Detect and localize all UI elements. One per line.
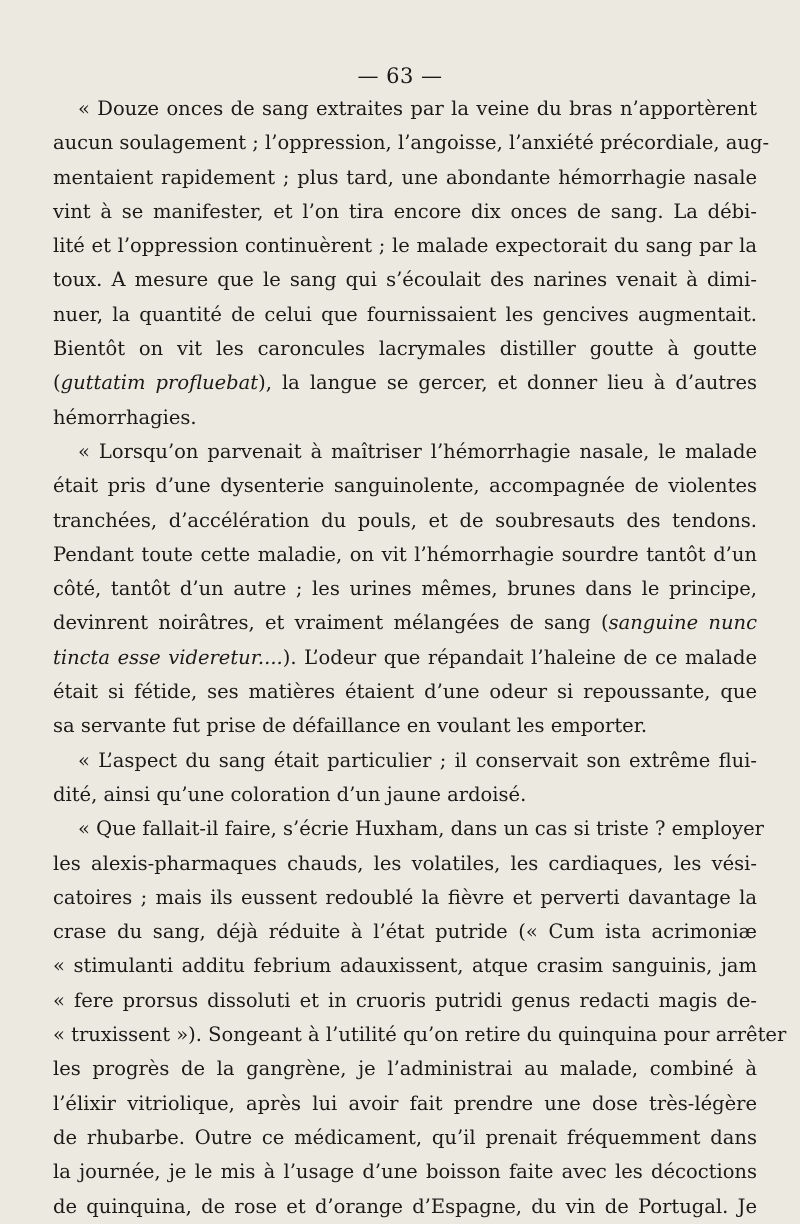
text-line: « fere prorsus dissoluti et in cruoris putridi genus redacti magis de-	[53, 988, 757, 1012]
text-line: tincta esse videretur....). L’odeur que répandait l’haleine de ce malade	[53, 645, 757, 669]
text-line: Pendant toute cette maladie, on vit l’hémorrhagie sourdre tantôt d’un	[53, 542, 757, 566]
text-line: dité, ainsi qu’une coloration d’un jaune ardoisé.	[53, 782, 527, 806]
text-line: de quinquina, de rose et d’orange d’Espagne, du vin de Portugal. Je	[53, 1194, 757, 1218]
text-line: mentaient rapidement ; plus tard, une abondante hémorrhagie nasale	[53, 165, 757, 189]
text-line: devinrent noirâtres, et vraiment mélangées de sang (sanguine nunc	[53, 611, 757, 635]
text-line: les alexis-pharmaques chauds, les volatiles, les cardiaques, les vési-	[53, 851, 757, 875]
text-line: « Que fallait-il faire, s’écrie Huxham, dans un cas si triste ? employer	[78, 817, 765, 841]
text-line: « L’aspect du sang était particulier ; il conservait son extrême flui-	[78, 748, 757, 772]
text-line: l’élixir vitriolique, après lui avoir fait prendre une dose très-légère	[53, 1091, 757, 1115]
text-line: aucun soulagement ; l’oppression, l’angoisse, l’anxiété précordiale, aug-	[53, 131, 770, 155]
text-line: vint à se manifester, et l’on tira encore dix onces de sang. La débi-	[53, 199, 757, 223]
page-number: — 63 —	[357, 64, 443, 88]
text-line: de rhubarbe. Outre ce médicament, qu’il prenait fréquemment dans	[53, 1125, 757, 1149]
text-line: toux. A mesure que le sang qui s’écoulait des narines venait à dimi-	[53, 268, 757, 292]
text-line: « Douze onces de sang extraites par la veine du bras n’apportèrent	[78, 97, 757, 120]
text-line: sa servante fut prise de défaillance en voulant les emporter.	[53, 714, 648, 738]
text-line: les progrès de la gangrène, je l’administrai au malade, combiné à	[53, 1057, 757, 1081]
text-line: « stimulanti additu febrium adauxissent, atque crasim sanguinis, jam	[53, 954, 757, 978]
text-line: Bientôt on vit les caroncules lacrymales distiller goutte à goutte	[53, 337, 757, 361]
text-line: catoires ; mais ils eussent redoublé la fièvre et perverti davantage la	[53, 885, 757, 909]
text-line: était si fétide, ses matières étaient d’une odeur si repoussante, que	[53, 680, 757, 704]
text-line: « Lorsqu’on parvenait à maîtriser l’hémorrhagie nasale, le malade	[78, 439, 757, 463]
text-line: tranchées, d’accélération du pouls, et de soubresauts des tendons.	[53, 508, 757, 532]
text-line: (guttatim profluebat), la langue se gercer, et donner lieu à d’autres	[53, 371, 757, 395]
text-line: côté, tantôt d’un autre ; les urines mêmes, brunes dans le principe,	[53, 577, 757, 601]
text-line: la journée, je le mis à l’usage d’une boisson faite avec les décoctions	[53, 1160, 757, 1184]
text-line: nuer, la quantité de celui que fournissaient les gencives augmentait.	[53, 302, 757, 326]
text-line: crase du sang, déjà réduite à l’état putride (« Cum ista acrimoniæ	[53, 920, 757, 944]
text-line: était pris d’une dysenterie sanguinolente, accompagnée de violentes	[53, 474, 757, 498]
text-line: lité et l’oppression continuèrent ; le malade expectorait du sang par la	[53, 234, 757, 258]
text-line: hémorrhagies.	[53, 405, 197, 429]
text-line: « truxissent »). Songeant à l’utilité qu’on retire du quinquina pour arrêter	[53, 1023, 787, 1047]
body-text	[53, 92, 787, 1224]
